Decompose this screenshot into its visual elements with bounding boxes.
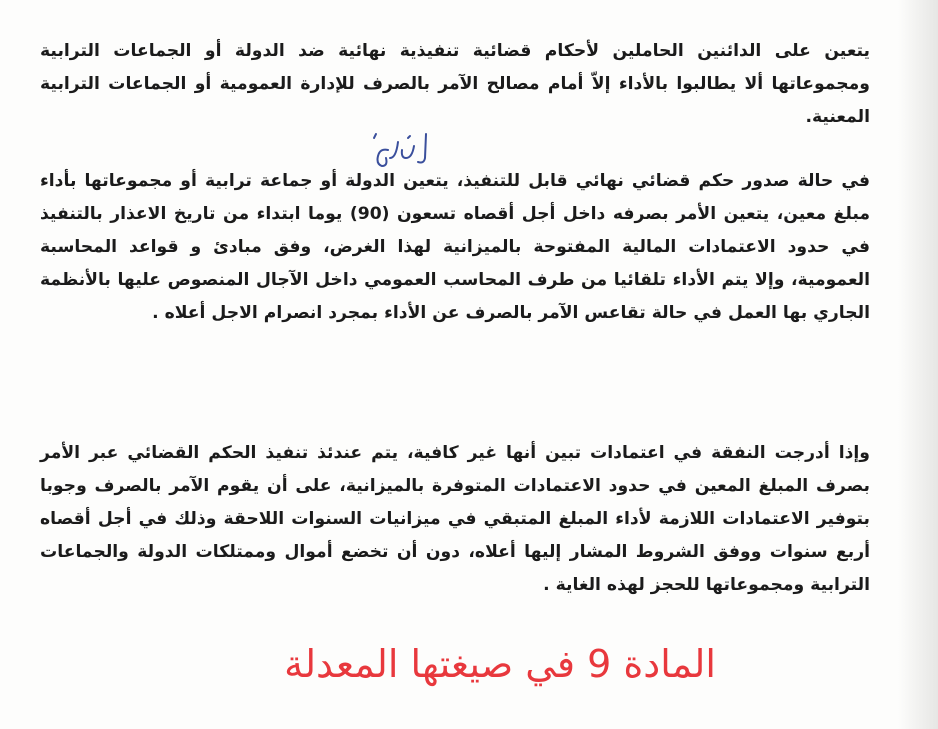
- paragraph-1: يتعين على الدائنين الحاملين لأحكام قضائية تنفيذية نهائية ضد الدولة أو الجماعات الترابية ومجموعاتها ألا يطالبوا بالأداء إلاّ أمام مصالح الآمر بالصرف للإدارة العمومية أو الجماعات الترابية المعنية.: [40, 41, 870, 128]
- paragraph-2: في حالة صدور حكم قضائي نهائي قابل للتنفيذ، يتعين الدولة أو جماعة ترابية أو مجموعاتها بأداء مبلغ معين، يتعين الأمر بصرفه داخل أجل أقصاه تسعون (90) يوما ابتداء من تاريخ الاعذار بالتنفيذ في حدود الاعتمادات المالية المفتوحة بالميزانية لهذا الغرض، وفق مبادئ و قواعد المحاسبة العمومية، وإلا يتم الأداء تلقائيا من طرف المحاسب العمومي داخل الآجال المنصوص عليها بالأنظمة الجاري بها العمل في حالة تقاعس الآمر بالصرف عن الأداء بمجرد انصرام الاجل أعلاه .: [40, 171, 871, 324]
- handwritten-note: [368, 128, 432, 172]
- article-caption: المادة 9 في صيغتها المعدلة: [284, 642, 716, 686]
- paragraph-3: وإذا أدرجت النفقة في اعتمادات تبين أنها غير كافية، يتم عندئذ تنفيذ الحكم القضائي عبر الأمر بصرف المبلغ المعين في حدود الاعتمادات المتوفرة بالميزانية، على أن يقوم الآمر بالصرف وجوبا بتوفير الاعتمادات اللازمة لأداء المبلغ المتبقي في ميزانيات السنوات اللاحقة وذلك في أجل أقصاه أربع سنوات ووفق الشروط المشار إليها أعلاه، دون أن تخضع أموال وممتلكات الدولة والجماعات الترابية ومجموعاتها للحجز لهذه الغاية .: [40, 443, 870, 596]
- page-edge-shadow: [898, 0, 938, 729]
